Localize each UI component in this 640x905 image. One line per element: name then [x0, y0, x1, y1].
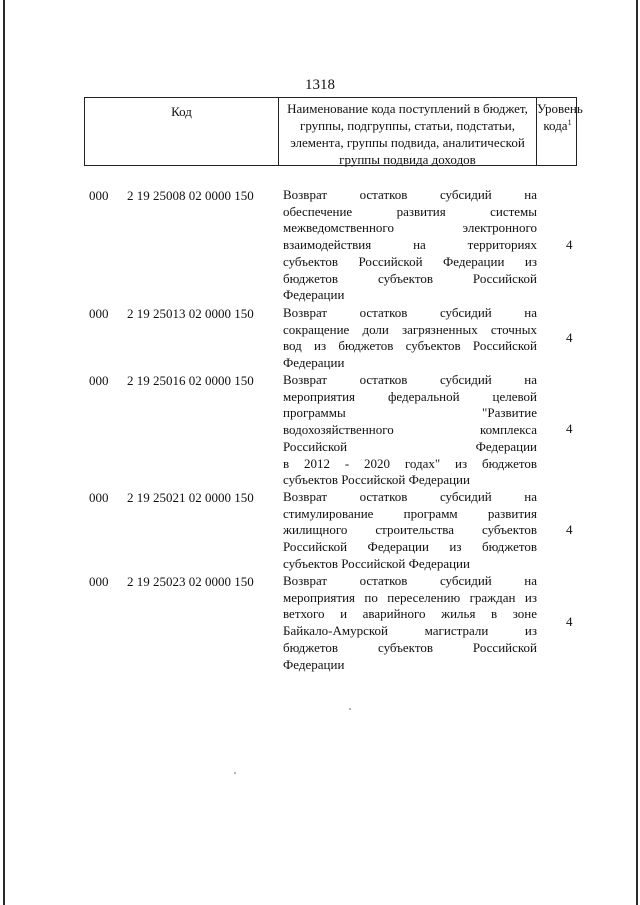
- revenue-name: [283, 573, 537, 673]
- name-line: Возврат остатков субсидий на: [283, 573, 537, 588]
- admin-code: 000: [89, 188, 109, 203]
- name-line: сокращение доли загрязненных сточных: [283, 321, 537, 337]
- scan-frame-right-edge: [636, 0, 638, 905]
- revenue-name: [283, 187, 537, 304]
- name-line: Федерации: [283, 656, 345, 672]
- code-level: 4: [566, 421, 573, 436]
- revenue-name: [283, 372, 537, 489]
- revenue-code: 2 19 25021 02 0000 150: [127, 490, 254, 505]
- admin-code: 000: [89, 574, 109, 589]
- name-line: субъектов Российской Федерации: [283, 472, 470, 488]
- revenue-name: [283, 305, 537, 372]
- revenue-code: 2 19 25013 02 0000 150: [127, 306, 254, 321]
- name-line: бюджетов субъектов Российской: [283, 639, 537, 655]
- name-line: Российской Федерации из бюджетов: [283, 539, 537, 555]
- name-line: программы "Развитие: [283, 405, 537, 421]
- admin-code: 000: [89, 306, 109, 321]
- header-level-footnote: 1: [567, 118, 572, 127]
- code-level: 4: [566, 522, 573, 537]
- name-line: обеспечение развития системы: [283, 203, 537, 219]
- header-level: [537, 100, 583, 134]
- scan-speck: [234, 772, 236, 774]
- name-line: Возврат остатков субсидий на: [283, 489, 537, 504]
- name-line: ветхого и аварийного жилья в зоне: [283, 606, 537, 622]
- revenue-name: [283, 489, 537, 573]
- revenue-code: 2 19 25016 02 0000 150: [127, 373, 254, 388]
- name-line: жилищного строительства субъектов: [283, 522, 537, 538]
- admin-code: 000: [89, 490, 109, 505]
- name-line: Возврат остатков субсидий на: [283, 372, 537, 387]
- name-line: субъектов Российской Федерации из: [283, 253, 537, 269]
- revenue-code: 2 19 25023 02 0000 150: [127, 574, 254, 589]
- name-line: взаимодействия на территориях: [283, 237, 537, 253]
- name-line: в 2012 - 2020 годах" из бюджетов: [283, 455, 537, 471]
- code-level: 4: [566, 330, 573, 345]
- name-line: стимулирование программ развития: [283, 505, 537, 521]
- name-line: мероприятия федеральной целевой: [283, 388, 537, 404]
- code-level: 4: [566, 237, 573, 252]
- name-line: мероприятия по переселению граждан из: [283, 589, 537, 605]
- name-line: межведомственного электронного: [283, 220, 537, 236]
- code-level: 4: [566, 614, 573, 629]
- name-line: Байкало-Амурской магистрали из: [283, 623, 537, 639]
- table-header: [84, 97, 583, 167]
- name-line: Российской Федерации: [283, 438, 537, 454]
- header-code: Код: [171, 104, 192, 119]
- scan-frame-left-edge: [3, 0, 5, 905]
- page-number: 1318: [305, 77, 335, 93]
- name-line: водохозяйственного комплекса: [283, 422, 537, 438]
- revenue-code: 2 19 25008 02 0000 150: [127, 188, 254, 203]
- name-line: Возврат остатков субсидий на: [283, 187, 537, 202]
- scan-speck: [349, 708, 351, 710]
- name-line: Федерации: [283, 355, 345, 371]
- name-line: бюджетов субъектов Российской: [283, 270, 537, 286]
- name-line: Федерации: [283, 287, 345, 303]
- name-line: Возврат остатков субсидий на: [283, 305, 537, 320]
- header-level-text: Уровень кода: [537, 101, 583, 133]
- name-line: субъектов Российской Федерации: [283, 555, 470, 571]
- name-line: вод из бюджетов субъектов Российской: [283, 338, 537, 354]
- header-name: Наименование кода поступлений в бюджет, группы, подгруппы, статьи, подстатьи, элемента, группы подвида, аналитической группы подвида доходов: [287, 101, 528, 167]
- admin-code: 000: [89, 373, 109, 388]
